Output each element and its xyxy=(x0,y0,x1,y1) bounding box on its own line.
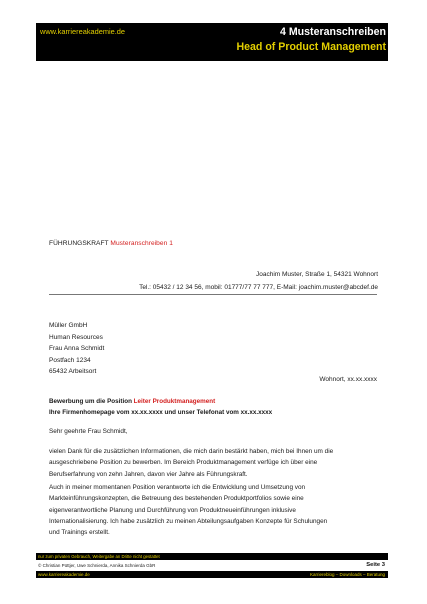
recipient-line: Müller GmbH xyxy=(49,322,88,329)
recipient-line: Human Resources xyxy=(49,333,103,341)
recipient-line: Postfach 1234 xyxy=(49,356,91,364)
paragraph-line: vielen Dank für die zusätzlichen Informationen, die mich darin bestärkt haben, mich bei Ihnen um die xyxy=(49,448,334,455)
body-paragraph-1 xyxy=(49,446,389,480)
kicker-prefix: FÜHRUNGSKRAFT xyxy=(49,240,109,247)
paragraph-line: Auch in meiner momentanen Position verantworte ich die Entwicklung und Umsetzung von xyxy=(49,484,306,491)
footer-usage-note: nur zum privaten Gebrauch, Weitergabe an Dritte nicht gestattet xyxy=(38,554,160,559)
header-title: 4 Musteranschreiben xyxy=(280,26,386,38)
recipient-line: 65432 Arbeitsort xyxy=(49,368,97,376)
letter-subject xyxy=(49,397,272,418)
header-subtitle: Head of Product Management xyxy=(236,41,386,53)
subject-reference: Ihre Firmenhomepage vom xx.xx.xxxx und unser Telefonat vom xx.xx.xxxx xyxy=(49,408,273,416)
footer-blog-links[interactable]: Karriereblog – Downloads – Beratung xyxy=(309,572,385,577)
letter-date: Wohnort, xx.xx.xxxx xyxy=(319,376,377,383)
sender-contact: Tel.: 05432 / 12 34 56, mobil: 01777/77 77 777, E-Mail: joachim.muster@abcdef.de xyxy=(139,284,378,291)
paragraph-line: Markteinführungskonzepten, die Betreuung des bestehenden Produktportfolios sowie eine xyxy=(49,495,304,503)
page-footer xyxy=(36,553,388,580)
salutation: Sehr geehrte Frau Schmidt, xyxy=(49,428,128,435)
paragraph-line: Berufserfahrung von zehn Jahren, davon vier Jahre als Führungskraft. xyxy=(49,470,248,478)
recipient-address xyxy=(49,320,104,378)
paragraph-line: und Trainings erstellt. xyxy=(49,529,110,537)
header-url: www.karriereakademie.de xyxy=(40,27,126,36)
page-header xyxy=(36,23,388,61)
subject-prefix: Bewerbung um die Position xyxy=(49,398,132,405)
paragraph-line: eigenverantwortliche Planung und Durchführung von Produktneueinführungen inklusive xyxy=(49,506,296,514)
sender-divider xyxy=(49,294,377,295)
body-paragraph-2 xyxy=(49,482,389,538)
recipient-line: Frau Anna Schmidt xyxy=(49,345,105,353)
kicker-highlight: Musteranschreiben 1 xyxy=(110,240,173,247)
section-kicker xyxy=(49,240,173,247)
footer-url[interactable]: www.karriereakademie.de xyxy=(38,572,90,577)
subject-position: Leiter Produktmanagement xyxy=(133,398,216,405)
footer-copyright: © Christian Püttjer, Uwe Schnierda, Annika Schnierda GbR xyxy=(38,563,156,568)
paragraph-line: ausgeschriebene Position zu bewerben. Im Bereich Produktmanagement verfüge ich über eine xyxy=(49,459,318,467)
paragraph-line: Internationalisierung. Ich habe zusätzlich zu meinen Abteilungsaufgaben Konzepte für Schulungen xyxy=(49,517,328,525)
sender-address: Joachim Muster, Straße 1, 54321 Wohnort xyxy=(256,271,378,278)
page-number: Seite 3 xyxy=(366,562,385,568)
